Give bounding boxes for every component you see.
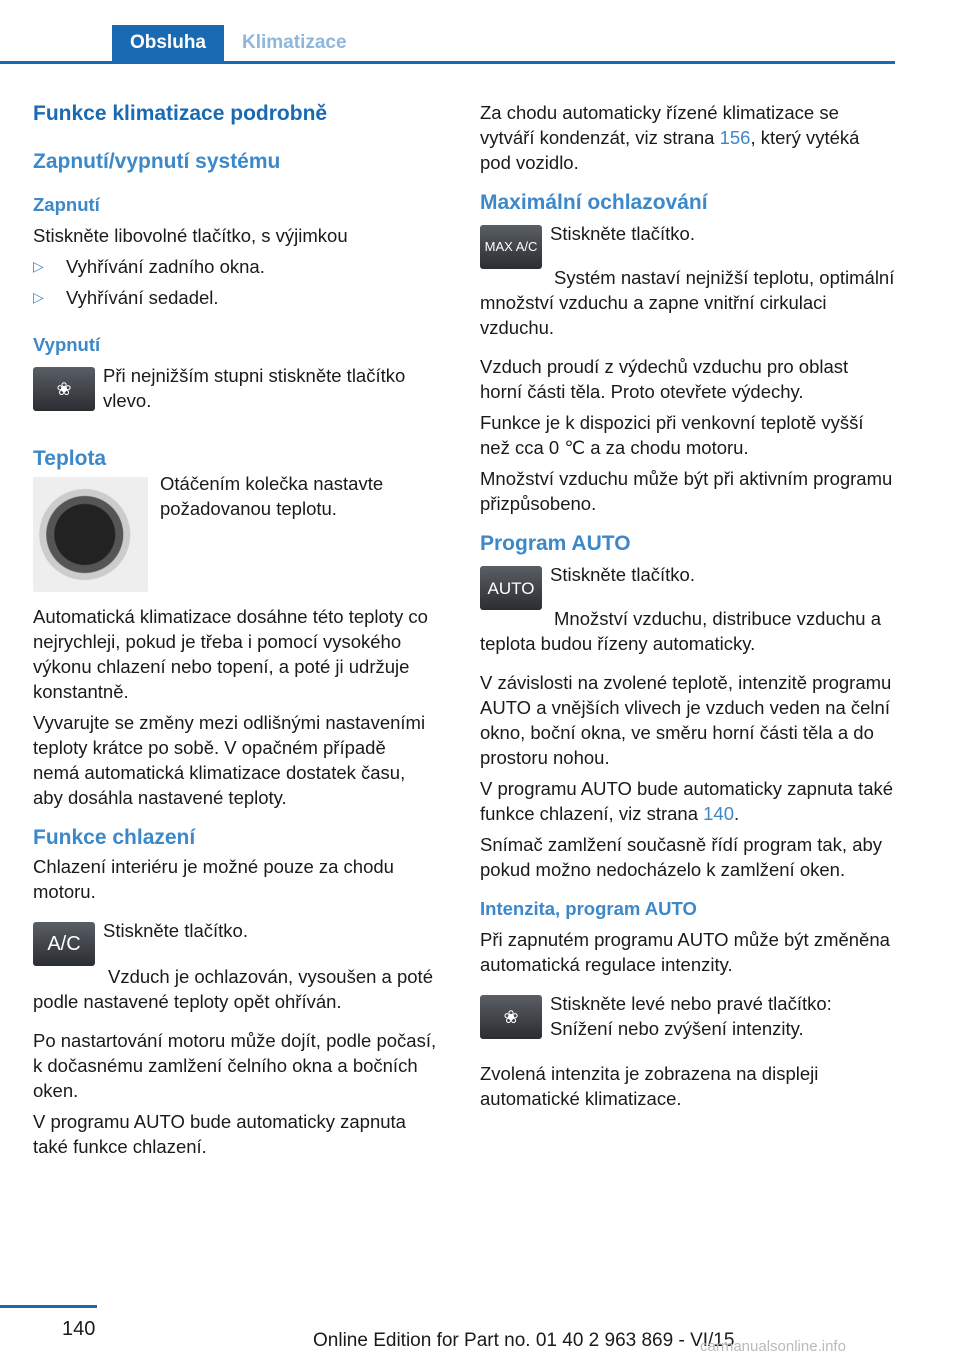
cool-p4: V programu AUTO bude automaticky zapnuta také funkce chlazení. [33,1111,406,1157]
max-press: Stiskněte tlačítko. [550,223,695,244]
cool-p2: Vzduch je ochlazován, vysoušen a poté podle nastavené teploty opět ohříván. [33,966,433,1012]
max-p3: Funkce je k dispozici při venkovní teplotě vyšší než cca 0 ℃ a za chodu motoru. [480,412,864,458]
heading-max-cooling: Maximální ochlazování [480,191,708,214]
auto-press: Stiskněte tlačítko. [550,564,695,585]
cool-press: Stiskněte tlačítko. [103,920,248,941]
triangle-bullet-icon: ▷ [33,289,44,305]
max-p1: Systém nastaví nejnižší teplotu, optimální množství vzduchu a zapne vnitřní cirkulaci vzduchu. [480,267,895,338]
cool-p1: Chlazení interiéru je možné pouze za chodu motoru. [33,856,394,902]
page-link-156[interactable]: 156 [719,127,751,148]
int-p2: Zvolená intenzita je zobrazena na displeji automatické klimatizace. [480,1063,819,1109]
off-text: Při nejnižším stupni stiskněte tlačítko vlevo. [103,365,406,411]
tab-klimatizace[interactable]: Klimatizace [242,32,347,53]
fan-intensity-button-icon: ❀ [480,995,542,1039]
int-press: Stiskněte levé nebo pravé tlačítko: Snížení nebo zvýšení intenzity. [550,993,832,1039]
edition-text: Online Edition for Part no. 01 40 2 963 869 - VI/15 [313,1330,735,1351]
temp-p1: Automatická klimatizace dosáhne této teploty co nejrychleji, pokud je třeba i pomocí vysokého výkonu chlazení nebo topení, a poté ji udržuje konstantně. [33,606,428,702]
right-column [480,100,895,1117]
heading-intensity: Intenzita, program AUTO [480,898,697,919]
list-item: ▷ Vyhřívání sedadel. [33,287,219,308]
auto-p4: Snímač zamlžení současně řídí program tak, aby pokud možno nedocházelo k zamlžení oken. [480,834,883,880]
auto-p2: V závislosti na zvolené teplotě, intenzitě programu AUTO a vnějších vlivech je vzduch veden na čelní okno, boční okna, ve směru horní části těla a do prostoru nohou. [480,672,892,768]
cool-p3: Po nastartování motoru může dojít, podle počasí, k dočasnému zamlžení čelního okna a bočních oken. [33,1030,437,1101]
heading-system: Zapnutí/vypnutí systému [33,150,281,173]
auto-p3: V programu AUTO bude automaticky zapnuta také funkce chlazení, viz strana 140. [480,778,894,824]
heading-on: Zapnutí [33,194,100,215]
heading-off: Vypnutí [33,334,101,355]
max-ac-button-icon: MAX A/C [480,225,542,269]
auto-p1: Množství vzduchu, distribuce vzduchu a teplota budou řízeny automaticky. [480,608,881,654]
condensate-text: Za chodu automaticky řízené klimatizace se vytváří kondenzát, viz strana 156, který vytéká pod vozidlo. [480,102,860,173]
list-item: ▷ Vyhřívání zadního okna. [33,256,265,277]
page-number: 140 [62,1318,96,1340]
heading-temp: Teplota [33,447,107,470]
footer-divider [0,1305,97,1308]
page-link-140[interactable]: 140 [703,803,735,824]
temperature-knob-icon [33,477,148,592]
max-p2: Vzduch proudí z výdechů vzduchu pro oblast horní části těla. Proto otevřete výdechy. [480,356,849,402]
left-column [33,100,437,1165]
int-p1: Při zapnutém programu AUTO může být změněna automatická regulace intenzity. [480,929,890,975]
max-p4: Množství vzduchu může být při aktivním programu přizpůsobeno. [480,468,893,514]
watermark: carmanualsonline.info [700,1338,846,1355]
heading-cooling: Funkce chlazení [33,826,196,849]
ac-button-icon: A/C [33,922,95,966]
temp-text: Otáčením kolečka nastavte požadovanou teplotu. [160,473,384,519]
page-title: Funkce klimatizace podrobně [33,102,328,125]
temp-p2: Vyvarujte se změny mezi odlišnými nastaveními teploty krátce po sobě. V opačném případě nemá automatická klimatizace dostatek času, aby dosáhla nastavené teploty. [33,712,426,808]
header-tabbar [0,25,895,64]
on-text: Stiskněte libovolné tlačítko, s výjimkou [33,225,348,246]
tab-obsluha[interactable]: Obsluha [112,25,224,61]
heading-auto: Program AUTO [480,532,631,555]
auto-button-icon: AUTO [480,566,542,610]
triangle-bullet-icon: ▷ [33,258,44,274]
fan-off-button-icon: ❀ [33,367,95,411]
